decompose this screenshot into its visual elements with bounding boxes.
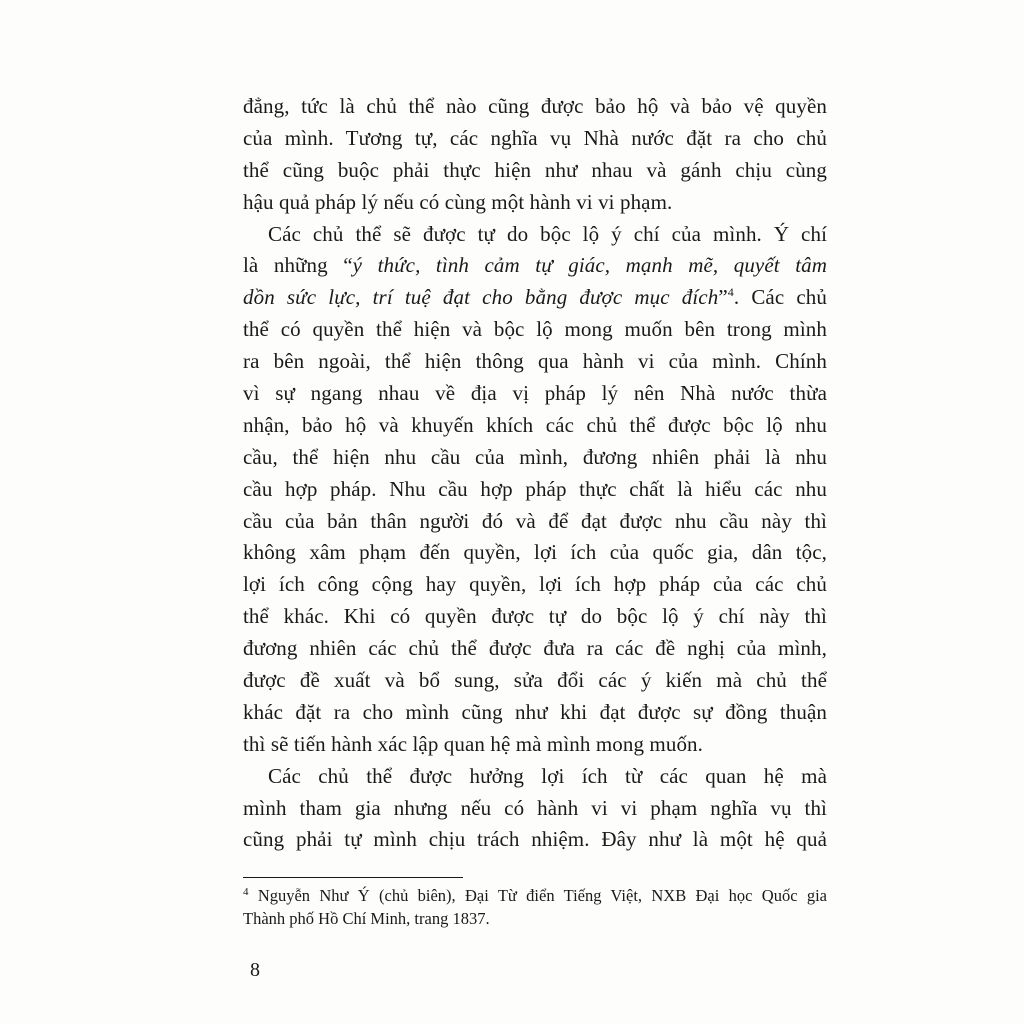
footnote: [243, 884, 827, 930]
body-text: [243, 91, 827, 856]
body-line: đương nhiên các chủ thể được đưa ra các đề nghị của mình,: [243, 636, 827, 661]
body-line: cầu hợp pháp. Nhu cầu hợp pháp thực chất là hiểu các nhu: [243, 476, 827, 501]
body-line: lợi ích công cộng hay quyền, lợi ích hợp pháp của các chủ: [243, 572, 827, 597]
body-line: ra bên ngoài, thể hiện thông qua hành vi của mình. Chính: [243, 349, 827, 374]
body-line: hậu quả pháp lý nếu có cùng một hành vi vi phạm.: [243, 189, 673, 214]
paragraph-start-line: Các chủ thể sẽ được tự do bộc lộ ý chí của mình. Ý chí: [268, 221, 827, 246]
quote-close-mark: ”: [718, 285, 728, 310]
quote-italic-text: ý thức, tình cảm tự giác, mạnh mẽ, quyết tâm: [352, 253, 828, 278]
footnote-mark: 4: [243, 886, 249, 898]
body-line: vì sự ngang nhau về địa vị pháp lý nên Nhà nước thừa: [243, 381, 827, 406]
body-line: của mình. Tương tự, các nghĩa vụ Nhà nước đặt ra cho chủ: [243, 125, 827, 150]
footnote-line: Thành phố Hồ Chí Minh, trang 1837.: [243, 909, 490, 928]
body-line: không xâm phạm đến quyền, lợi ích của quốc gia, dân tộc,: [243, 540, 827, 565]
body-line: cầu, thể hiện nhu cầu của mình, đương nhiên phải là nhu: [243, 444, 827, 469]
body-line: thể cũng buộc phải thực hiện như nhau và gánh chịu cùng: [243, 157, 827, 182]
body-line: cầu của bản thân người đó và để đạt được nhu cầu này thì: [243, 508, 827, 533]
body-line: thì sẽ tiến hành xác lập quan hệ mà mình mong muốn.: [243, 731, 704, 756]
quote-rest-text: . Các chủ: [733, 285, 828, 310]
page-number: 8: [250, 959, 260, 981]
body-line: nhận, bảo hộ và khuyến khích các chủ thể được bộc lộ nhu: [243, 412, 827, 437]
quote-italic-text: dồn sức lực, trí tuệ đạt cho bằng được mục đích: [243, 285, 719, 310]
quote-line: [243, 282, 827, 314]
quote-line: [243, 250, 827, 282]
body-line: được đề xuất và bổ sung, sửa đổi các ý kiến mà chủ thể: [243, 668, 827, 693]
quote-lead-text: là những “: [243, 253, 353, 278]
footnote-line: [243, 884, 827, 907]
footnote-text: Nguyễn Như Ý (chủ biên), Đại Từ điển Tiếng Việt, NXB Đại học Quốc gia: [248, 886, 827, 905]
footnote-reference: 4: [727, 285, 734, 300]
body-line: mình tham gia nhưng nếu có hành vi vi phạm nghĩa vụ thì: [243, 795, 827, 820]
footnote-divider: [243, 877, 463, 878]
body-line: đẳng, tức là chủ thể nào cũng được bảo hộ và bảo vệ quyền: [243, 94, 827, 118]
body-line: cũng phải tự mình chịu trách nhiệm. Đây như là một hệ quả: [243, 827, 827, 852]
body-line: thể khác. Khi có quyền được tự do bộc lộ ý chí này thì: [243, 604, 827, 629]
paragraph-start-line: Các chủ thể được hưởng lợi ích từ các quan hệ mà: [268, 763, 827, 788]
body-line: khác đặt ra cho mình cũng như khi đạt được sự đồng thuận: [243, 699, 827, 724]
body-line: thể có quyền thể hiện và bộc lộ mong muốn bên trong mình: [243, 317, 827, 342]
